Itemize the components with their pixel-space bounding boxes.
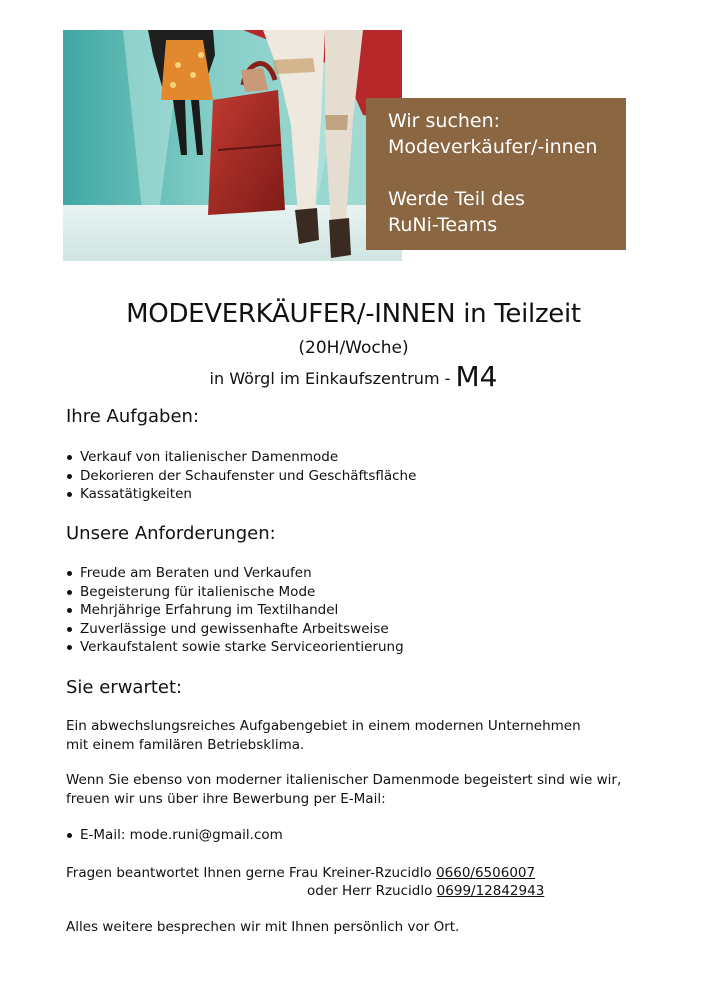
apply-text-line-2: freuen wir uns über ihre Bewerbung per E-Mail: [66, 791, 386, 807]
banner-line-2: Modeverkäufer/-innen [388, 136, 598, 158]
job-location [0, 360, 707, 396]
list-item: Kassatätigkeiten [66, 485, 416, 504]
location-prefix: in Wörgl im Einkaufszentrum - [209, 369, 451, 388]
banner-spacer [388, 160, 616, 186]
hiring-banner [366, 98, 626, 250]
tasks-list [66, 448, 416, 504]
list-item: Verkauf von italienischer Damenmode [66, 448, 416, 467]
banner-line-4: RuNi-Teams [388, 214, 498, 236]
banner-line-1: Wir suchen: [388, 110, 501, 132]
banner-line-3: Werde Teil des [388, 188, 525, 210]
job-hours: (20H/Woche) [298, 338, 409, 358]
offer-text-line-1: Ein abwechslungsreiches Aufgabengebiet in einem modernen Unternehmen [66, 718, 581, 734]
job-title: MODEVERKÄUFER/-INNEN in Teilzeit [126, 299, 581, 329]
list-item: Verkaufstalent sowie starke Serviceorientierung [66, 638, 404, 657]
list-item: Begeisterung für italienische Mode [66, 583, 404, 602]
closing-text: Alles weitere besprechen wir mit Ihnen persönlich vor Ort. [66, 919, 460, 935]
fashion-photo-illustration [63, 30, 402, 261]
contact-line-2-text: oder Herr Rzucidlo [307, 883, 433, 899]
store-code: M4 [455, 360, 498, 393]
hero-photo [63, 30, 402, 261]
phone-link-1[interactable]: 0660/6506007 [436, 865, 536, 881]
offer-text-line-2: mit einem familären Betriebsklima. [66, 737, 305, 753]
apply-text-line-1: Wenn Sie ebenso von moderner italienischer Damenmode begeistert sind wie wir, [66, 772, 622, 788]
requirements-list [66, 564, 404, 657]
list-item: Mehrjährige Erfahrung im Textilhandel [66, 601, 404, 620]
contact-line-1 [66, 864, 535, 883]
list-item: Zuverlässige und gewissenhafte Arbeitsweise [66, 620, 404, 639]
requirements-heading: Unsere Anforderungen: [66, 523, 276, 544]
contact-line-1-text: Fragen beantwortet Ihnen gerne Frau Kreiner-Rzucidlo [66, 865, 432, 881]
phone-link-2[interactable]: 0699/12842943 [436, 883, 545, 899]
list-item: Dekorieren der Schaufenster und Geschäftsfläche [66, 467, 416, 486]
tasks-heading: Ihre Aufgaben: [66, 406, 200, 427]
offer-heading: Sie erwartet: [66, 677, 183, 698]
email-item[interactable]: E-Mail: mode.runi@gmail.com [66, 826, 283, 845]
contact-line-2 [307, 882, 544, 901]
email-list [66, 826, 283, 845]
list-item: Freude am Beraten und Verkaufen [66, 564, 404, 583]
